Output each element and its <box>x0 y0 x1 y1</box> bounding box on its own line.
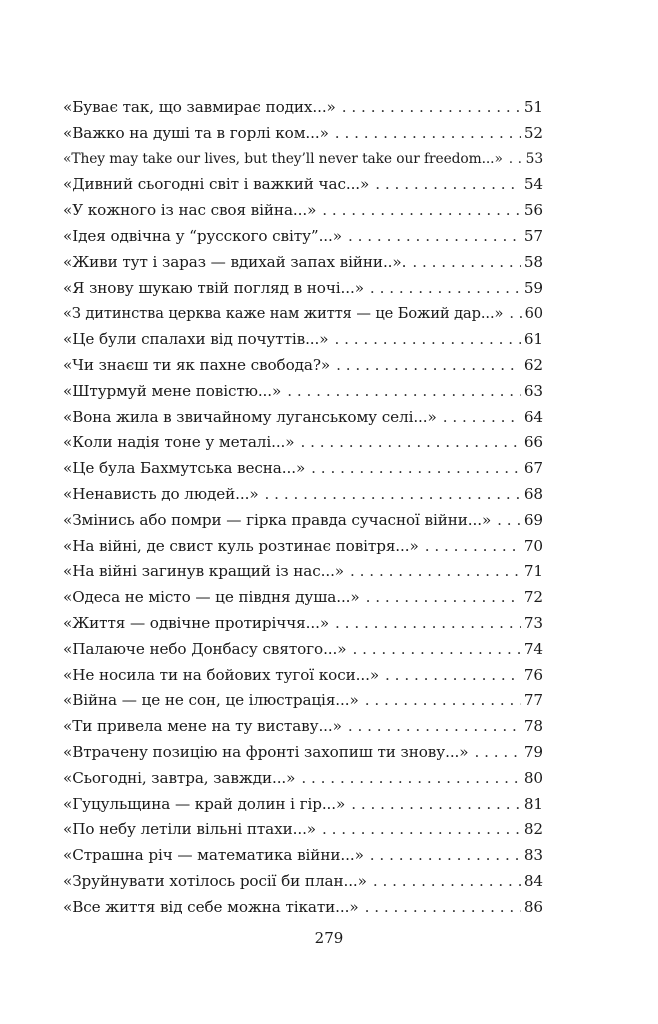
toc-leader-dots <box>300 430 520 456</box>
toc-entry-page: 62 <box>523 355 543 374</box>
toc-leader-dots <box>365 688 521 714</box>
toc-leader-dots <box>335 121 521 147</box>
toc-entry-page: 68 <box>523 484 543 503</box>
toc-entry <box>63 817 543 843</box>
toc-entry-page: 66 <box>523 433 543 452</box>
toc-leader-dots <box>370 276 521 302</box>
toc-entry <box>63 766 543 792</box>
toc-leader-dots <box>370 843 521 869</box>
toc-entry-title: «Це були спалахи від почуттів...» <box>63 330 329 349</box>
toc-entry-title: «Коли надія тоне у металі...» <box>63 433 295 452</box>
toc-entry-page: 61 <box>523 330 543 349</box>
toc-entry-page: 70 <box>523 536 543 555</box>
toc-entry-page: 79 <box>523 742 543 761</box>
toc-leader-dots <box>497 508 521 534</box>
toc-entry-title: «Я знову шукаю твій погляд в ночі...» <box>63 278 364 297</box>
toc-entry <box>63 869 543 895</box>
toc-leader-dots <box>350 559 521 585</box>
toc-entry-title: «Вона жила в звичайному луганському селі...» <box>63 407 437 426</box>
toc-entry-page: 77 <box>523 691 543 710</box>
toc-leader-dots <box>334 327 520 353</box>
toc-entry-page: 83 <box>523 846 543 865</box>
toc-entry-page: 74 <box>523 639 543 658</box>
toc-entry-page: 80 <box>523 768 543 787</box>
toc-entry <box>63 792 543 818</box>
toc-entry-page: 57 <box>523 226 543 245</box>
toc-entry-page: 67 <box>523 459 543 478</box>
toc-leader-dots <box>336 353 521 379</box>
toc-leader-dots <box>375 172 521 198</box>
toc-entry-page: 54 <box>523 175 543 194</box>
toc-leader-dots <box>311 456 521 482</box>
toc-entry <box>63 482 543 508</box>
toc-leader-dots <box>509 147 523 173</box>
toc-entry-title: «Все життя від себе можна тікати...» <box>63 897 359 916</box>
toc-entry-title: «На війні, де свист куль розтинає повітря...» <box>63 536 419 555</box>
toc-entry <box>63 327 543 353</box>
toc-entry-title: «Змінись або помри — гірка правда сучасної війни...» <box>63 510 492 529</box>
toc-entry <box>63 147 543 173</box>
page-number: 279 <box>314 929 344 947</box>
toc-leader-dots <box>301 766 521 792</box>
toc-entry <box>63 740 543 766</box>
toc-entry-title: «Втрачену позицію на фронті захопиш ти знову...» <box>63 742 469 761</box>
toc-entry-page: 72 <box>523 588 543 607</box>
toc-entry-page: 81 <box>523 794 543 813</box>
toc-entry-title: «Сьогодні, завтра, завжди...» <box>63 768 296 787</box>
toc-entry-title: «Палаюче небо Донбасу святого...» <box>63 639 347 658</box>
toc-entry-title: «Живи тут і зараз — вдихай запах війни..». <box>63 252 407 271</box>
toc-leader-dots <box>265 482 521 508</box>
toc-entry-title: «По небу летіли вільні птахи...» <box>63 820 316 839</box>
toc-leader-dots <box>348 224 521 250</box>
toc-entry <box>63 95 543 121</box>
toc-entry-page: 59 <box>523 278 543 297</box>
toc-entry-page: 53 <box>525 150 543 167</box>
toc-entry-page: 51 <box>523 98 543 116</box>
toc-entry <box>63 121 543 147</box>
toc-entry <box>63 430 543 456</box>
toc-entry-title: «Штурмуй мене повістю...» <box>63 381 282 400</box>
toc-entry <box>63 456 543 482</box>
table-of-contents <box>63 95 543 921</box>
toc-leader-dots <box>365 895 521 921</box>
toc-entry-title: «Чи знаєш ти як пахне свобода?» <box>63 355 331 374</box>
toc-entry-title: «З дитинства церква каже нам життя — це Божий дар...» <box>63 305 504 323</box>
toc-entry-page: 86 <box>523 897 543 916</box>
toc-leader-dots <box>348 714 521 740</box>
toc-entry-title: «Важко на душі та в горлі ком...» <box>63 123 329 142</box>
toc-entry-page: 71 <box>523 562 543 581</box>
toc-leader-dots <box>474 740 520 766</box>
toc-entry-page: 60 <box>524 305 543 323</box>
toc-leader-dots <box>322 198 521 224</box>
toc-entry-page: 69 <box>523 510 543 529</box>
toc-leader-dots <box>509 301 521 327</box>
toc-entry <box>63 276 543 302</box>
toc-leader-dots <box>287 379 521 405</box>
toc-entry-title: «Дивний сьогодні світ і важкий час...» <box>63 175 370 194</box>
toc-entry-title: «Гуцульщина — край долин і гір...» <box>63 794 346 813</box>
toc-entry-title: «Життя — одвічне протиріччя...» <box>63 613 330 632</box>
toc-entry <box>63 534 543 560</box>
toc-entry <box>63 224 543 250</box>
toc-entry <box>63 714 543 740</box>
toc-entry <box>63 611 543 637</box>
toc-entry-title: «Ти привела мене на ту виставу...» <box>63 717 342 736</box>
toc-entry-page: 56 <box>523 201 543 220</box>
toc-entry <box>63 250 543 276</box>
toc-entry-title: «Зруйнувати хотілось росії би план...» <box>63 871 367 890</box>
toc-leader-dots <box>412 250 521 276</box>
toc-leader-dots <box>385 663 521 689</box>
toc-entry <box>63 688 543 714</box>
toc-entry <box>63 353 543 379</box>
toc-leader-dots <box>366 585 521 611</box>
toc-leader-dots <box>335 611 521 637</box>
toc-entry-page: 84 <box>523 871 543 890</box>
toc-entry-title: «They may take our lives, but they’ll never take our freedom...» <box>63 150 503 167</box>
toc-entry-title: «Одеса не місто — це півдня душа...» <box>63 588 360 607</box>
toc-entry-title: «Страшна річ — математика війни...» <box>63 846 364 865</box>
toc-entry-page: 78 <box>523 717 543 736</box>
toc-entry <box>63 585 543 611</box>
toc-entry <box>63 198 543 224</box>
toc-entry <box>63 405 543 431</box>
toc-entry <box>63 663 543 689</box>
toc-entry-page: 64 <box>523 407 543 426</box>
toc-entry <box>63 301 543 327</box>
toc-entry-title: «Буває так, що завмирає подих...» <box>63 98 336 116</box>
toc-entry-page: 58 <box>523 252 543 271</box>
toc-leader-dots <box>351 792 521 818</box>
toc-entry-title: «На війні загинув кращий із нас...» <box>63 562 344 581</box>
toc-entry <box>63 172 543 198</box>
toc-leader-dots <box>443 405 521 431</box>
toc-entry-page: 76 <box>523 665 543 684</box>
toc-leader-dots <box>322 817 521 843</box>
toc-leader-dots <box>342 95 521 121</box>
toc-entry <box>63 379 543 405</box>
toc-entry-title: «Не носила ти на бойових тугої коси...» <box>63 665 380 684</box>
toc-leader-dots <box>352 637 520 663</box>
toc-entry-title: «Ідея одвічна у “русского світу”...» <box>63 226 342 245</box>
toc-entry-title: «Війна — це не сон, це ілюстрація...» <box>63 691 359 710</box>
toc-entry-page: 63 <box>523 381 543 400</box>
toc-entry <box>63 843 543 869</box>
toc-entry-page: 52 <box>523 123 543 142</box>
toc-leader-dots <box>373 869 521 895</box>
toc-leader-dots <box>425 534 521 560</box>
toc-entry-page: 82 <box>523 820 543 839</box>
toc-entry-page: 73 <box>523 613 543 632</box>
toc-entry-title: «Ненависть до людей...» <box>63 484 259 503</box>
toc-entry <box>63 637 543 663</box>
toc-entry <box>63 559 543 585</box>
toc-entry <box>63 508 543 534</box>
toc-entry <box>63 895 543 921</box>
toc-entry-title: «Це була Бахмутська весна...» <box>63 459 306 478</box>
toc-entry-title: «У кожного із нас своя війна...» <box>63 201 317 220</box>
